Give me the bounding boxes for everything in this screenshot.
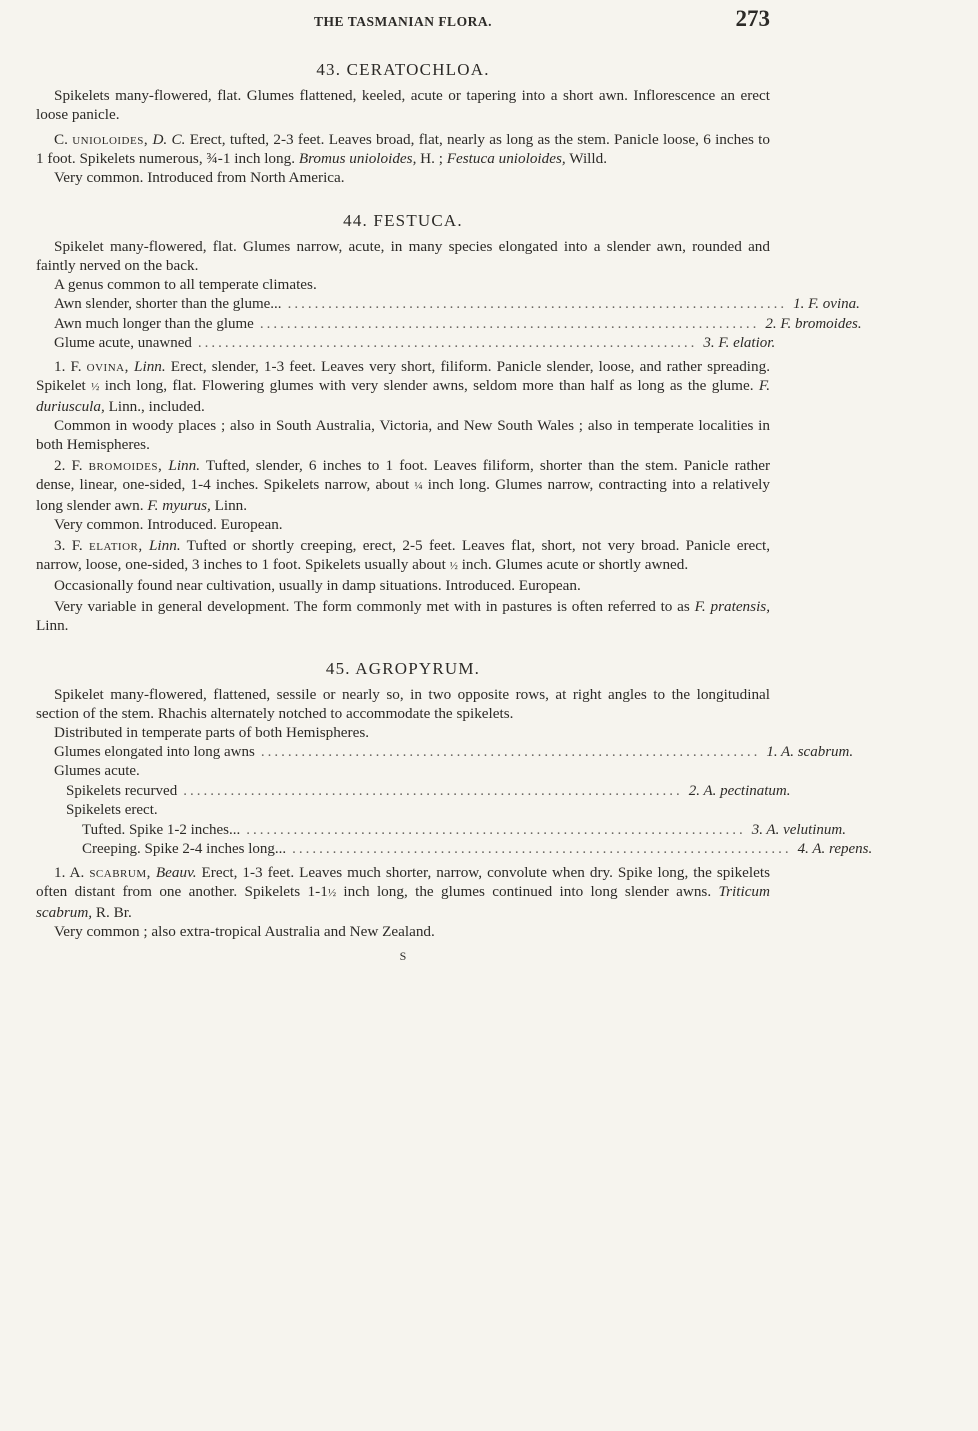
species-name: bromoides, xyxy=(88,456,163,474)
leader-dots: .......................................................................... xyxy=(287,296,788,312)
key-text: Glumes acute. xyxy=(54,763,140,779)
leader-dots: .......................................................................... xyxy=(259,315,760,332)
species-key-agropyrum xyxy=(36,743,873,860)
leader-dots: .......................................................................... xyxy=(292,841,792,857)
key-result: 2. A. pectinatum. xyxy=(688,782,791,799)
synonym: Bromus unioloides, xyxy=(298,150,417,167)
species-lead: 1. A. xyxy=(54,863,90,881)
key-row xyxy=(36,801,770,821)
genus-heading-agropyrum: 45. AGROPYRUM. xyxy=(325,658,481,678)
note-text: Very variable in general development. The form commonly met with in pastures is often referred to as xyxy=(54,597,695,615)
key-row xyxy=(36,315,862,335)
fraction: ½ xyxy=(449,559,458,572)
species-description: Erect, slender, 1-3 feet. Leaves very short, filiform. Panicle slender, loose, and rather spreading. Spikelet xyxy=(36,357,770,394)
synonym: Triticum scabrum, xyxy=(36,882,770,921)
species-distribution: Common in woody places ; also in South Australia, Victoria, and New South Wales ; also in temperate localities in both Hemispheres. xyxy=(36,416,770,453)
species-author: Beauv. xyxy=(155,863,197,881)
key-text: Glumes elongated into long awns xyxy=(54,743,255,760)
species-entry-festuca-ovina xyxy=(36,357,770,416)
species-description: Erect, 1-3 feet. Leaves much shorter, narrow, convolute when dry. Spike long, the spikelets often distant from one another. Spikelets 1-1 xyxy=(36,863,770,900)
key-result: 1. A. scabrum. xyxy=(766,743,854,760)
species-name: elatior, xyxy=(89,536,143,554)
key-result: 1. F. ovina. xyxy=(793,296,860,312)
genus-range-festuca: A genus common to all temperate climates. xyxy=(54,276,317,293)
species-name: ovina, xyxy=(86,357,129,375)
species-author: Linn. xyxy=(134,357,166,375)
key-row xyxy=(36,821,846,841)
key-text: Spikelets erect. xyxy=(66,802,158,818)
note-species-name: F. pratensis, xyxy=(694,597,770,615)
key-text: Spikelets recurved xyxy=(66,782,178,799)
key-text: Creeping. Spike 2-4 inches long... xyxy=(82,841,287,857)
species-description-cont: inch. Glumes acute or shortly awned. xyxy=(457,555,689,573)
species-description: Tufted, slender, 6 inches to 1 foot. Leaves filiform, shorter than the stem. Panicle rather dense, linear, one-sided, 1-4 inches. Spikelets narrow, about xyxy=(36,456,770,493)
running-title: THE TASMANIAN FLORA. xyxy=(314,14,492,29)
key-text: Glume acute, unawned xyxy=(54,335,192,351)
species-description: Tufted or shortly creeping, erect, 2-5 feet. Leaves flat, short, not very broad. Panicle erect, narrow, loose, one-sided, 3 inches to 1 foot. Spikelets usually about xyxy=(36,536,770,573)
signature-mark: S xyxy=(399,948,407,963)
species-author: Linn. xyxy=(148,536,181,554)
species-entry-festuca-bromoides xyxy=(36,456,770,515)
synonym-tail: R. Br. xyxy=(92,903,132,921)
genus-description-ceratochloa: Spikelets many-flowered, flat. Glumes flattened, keeled, acute or tapering into a short awn. Inflorescence an erect loose panicle. xyxy=(36,87,770,123)
species-distribution: Very common ; also extra-tropical Australia and New Zealand. xyxy=(54,922,435,940)
species-distribution: Occasionally found near cultivation, usually in damp situations. Introduced. European. xyxy=(54,576,581,594)
species-entry-festuca-elatior xyxy=(36,536,770,576)
species-genus-abbr: C. xyxy=(54,131,68,148)
species-description-cont: inch long, the glumes continued into long slender awns. xyxy=(336,882,719,900)
key-result: 3. F. elatior. xyxy=(703,335,776,351)
synonym: F. myurus, xyxy=(147,496,211,514)
note-tail: Linn. xyxy=(36,616,69,634)
key-text: Tufted. Spike 1-2 inches... xyxy=(82,821,241,838)
key-result: 2. F. bromoides. xyxy=(765,315,862,332)
species-key-festuca xyxy=(36,295,862,354)
running-head xyxy=(36,0,770,36)
genus-description-festuca: Spikelet many-flowered, flat. Glumes narrow, acute, in many species elongated into a slender awn, rounded and faintly nerved on the back. xyxy=(36,238,770,274)
key-row xyxy=(36,782,791,802)
key-row xyxy=(36,762,770,782)
species-entry-ceratochloa-unioloides xyxy=(36,130,770,168)
species-author: Linn. xyxy=(168,456,201,474)
synonym-tail: Linn., included. xyxy=(104,397,205,415)
fraction: ½ xyxy=(91,380,100,393)
synonym-author: H. ; xyxy=(416,150,447,167)
leader-dots: .......................................................................... xyxy=(246,821,746,838)
species-author: D. C. xyxy=(152,131,186,148)
key-text: Awn slender, shorter than the glume... xyxy=(54,296,282,312)
species-lead: 1. F. xyxy=(54,357,87,375)
key-row xyxy=(36,840,873,860)
species-lead: 3. F. xyxy=(54,536,90,554)
species-description-cont: inch long, flat. Flowering glumes with very slender awns, seldom more than half as long as the glume. xyxy=(99,376,759,394)
species-entry-agropyrum-scabrum xyxy=(36,863,770,922)
species-name: unioloides, xyxy=(72,131,149,148)
key-text: Awn much longer than the glume xyxy=(54,315,254,332)
genus-description-agropyrum: Spikelet many-flowered, flattened, sessile or nearly so, in two opposite rows, at right angles to the longitudinal section of the stem. Rhachis alternately notched to accommodate the spikelets. xyxy=(36,685,770,722)
leader-dots: .......................................................................... xyxy=(183,782,683,799)
synonym: Festuca unioloides, xyxy=(446,150,566,167)
key-row xyxy=(36,295,860,315)
leader-dots: .......................................................................... xyxy=(260,743,761,760)
key-result: 3. A. velutinum. xyxy=(751,821,846,838)
species-lead: 2. F. xyxy=(54,456,89,474)
species-note xyxy=(36,597,770,635)
species-distribution: Very common. Introduced from North America. xyxy=(54,169,345,186)
key-result: 4. A. repens. xyxy=(797,841,873,857)
fraction: ¼ xyxy=(414,479,423,492)
species-description-cont: inch long. Glumes narrow, contracting into a relatively long slender awn. xyxy=(36,475,770,514)
species-distribution: Very common. Introduced. European. xyxy=(54,515,283,533)
species-name: scabrum, xyxy=(89,863,151,881)
synonym-tail: Linn. xyxy=(210,496,248,514)
species-description: Erect, tufted, 2-3 feet. Leaves broad, flat, nearly as long as the stem. Panicle loose, 6 inches to 1 foot. Spikelets numerous, ¾-1 inch long. xyxy=(36,131,770,167)
leader-dots: .......................................................................... xyxy=(197,335,698,351)
key-row xyxy=(36,743,854,763)
fraction: ½ xyxy=(327,886,337,899)
key-row xyxy=(36,334,776,354)
page-number: 273 xyxy=(735,6,770,31)
genus-heading-ceratochloa: 43. CERATOCHLOA. xyxy=(316,60,490,79)
synonym: F. duriuscula, xyxy=(36,376,770,415)
genus-range-agropyrum: Distributed in temperate parts of both Hemispheres. xyxy=(54,723,370,741)
genus-heading-festuca: 44. FESTUCA. xyxy=(343,211,463,230)
synonym-author: Willd. xyxy=(565,150,608,167)
